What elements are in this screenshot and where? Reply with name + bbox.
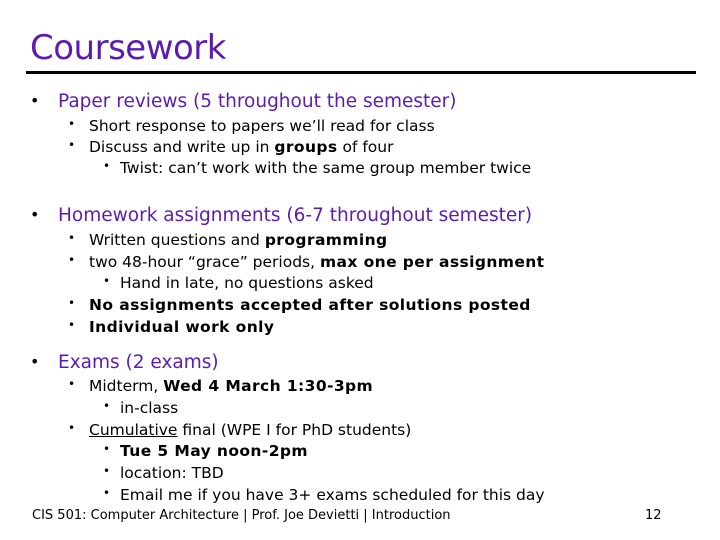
sub-bullet-emphasis: max one per assignment <box>319 253 545 271</box>
sub-bullet-text: Discuss and write up in <box>89 138 275 156</box>
sub-bullet-emphasis: No assignments accepted after solutions posted <box>89 296 531 314</box>
page-number: 12 <box>645 508 662 523</box>
bullet-dot-icon: • <box>68 117 76 131</box>
bullet-dot-icon: • <box>103 399 111 413</box>
bullet-dot-icon: • <box>103 464 111 478</box>
sub-bullet-text: Written questions and <box>89 231 265 249</box>
sub-bullet-text: final (WPE I for PhD students) <box>177 421 412 439</box>
sub-bullet-text: Short response to papers we’ll read for class <box>89 117 435 135</box>
sub-bullet-short-response <box>68 117 435 135</box>
bullet-homework <box>30 205 533 226</box>
bullet-dot-icon: • <box>68 318 76 332</box>
sub-bullet-emphasis: programming <box>264 231 388 249</box>
bullet-dot-icon: • <box>30 205 40 224</box>
bullet-dot-icon: • <box>68 231 76 245</box>
sub-bullet-midterm <box>68 377 374 395</box>
bullet-dot-icon: • <box>30 91 40 110</box>
bullet-label: Homework assignments (6-7 throughout semester) <box>58 205 533 226</box>
slide-title: Coursework <box>30 28 226 68</box>
bullet-paper-reviews <box>30 91 457 112</box>
sub-sub-bullet-email <box>103 486 545 504</box>
sub-bullet-written <box>68 231 388 249</box>
bullet-dot-icon: • <box>30 352 40 371</box>
sub-sub-bullet-hand-in-late <box>103 274 374 292</box>
sub-bullet-cumulative-final <box>68 421 412 439</box>
sub-bullet-emphasis: Wed 4 March 1:30-3pm <box>163 377 374 395</box>
bullet-dot-icon: • <box>68 421 76 435</box>
sub-sub-bullet-final-date <box>103 442 308 460</box>
sub-bullet-no-assignments <box>68 296 531 314</box>
sub-sub-bullet-emphasis: Tue 5 May noon-2pm <box>120 442 308 460</box>
sub-sub-bullet-text: location: TBD <box>120 464 224 482</box>
bullet-dot-icon: • <box>103 442 111 456</box>
bullet-dot-icon: • <box>68 253 76 267</box>
bullet-label: Exams (2 exams) <box>58 352 219 373</box>
sub-sub-bullet-text: Email me if you have 3+ exams scheduled for this day <box>120 486 545 504</box>
sub-sub-bullet-text: Hand in late, no questions asked <box>120 274 374 292</box>
sub-bullet-text: of four <box>337 138 394 156</box>
sub-sub-bullet-location <box>103 464 224 482</box>
sub-bullet-grace <box>68 253 545 271</box>
bullet-dot-icon: • <box>103 486 111 500</box>
sub-bullet-emphasis: Individual work only <box>89 318 275 336</box>
bullet-label: Paper reviews (5 throughout the semester) <box>58 91 457 112</box>
sub-bullet-text: Midterm, <box>89 377 164 395</box>
sub-bullet-underline: Cumulative <box>89 421 178 439</box>
slide-footer: CIS 501: Computer Architecture | Prof. Joe Devietti | Introduction <box>32 508 451 523</box>
bullet-dot-icon: • <box>68 377 76 391</box>
bullet-exams <box>30 352 219 373</box>
sub-sub-bullet-text: in-class <box>120 399 179 417</box>
sub-sub-bullet-in-class <box>103 399 179 417</box>
sub-bullet-emphasis: groups <box>274 138 338 156</box>
bullet-dot-icon: • <box>68 138 76 152</box>
bullet-dot-icon: • <box>103 274 111 288</box>
sub-sub-bullet-twist <box>103 159 532 177</box>
sub-bullet-text: two 48-hour “grace” periods, <box>89 253 320 271</box>
bullet-dot-icon: • <box>68 296 76 310</box>
sub-bullet-individual <box>68 318 275 336</box>
sub-bullet-discuss <box>68 138 394 156</box>
sub-sub-bullet-text: Twist: can’t work with the same group member twice <box>120 159 532 177</box>
bullet-dot-icon: • <box>103 159 111 173</box>
